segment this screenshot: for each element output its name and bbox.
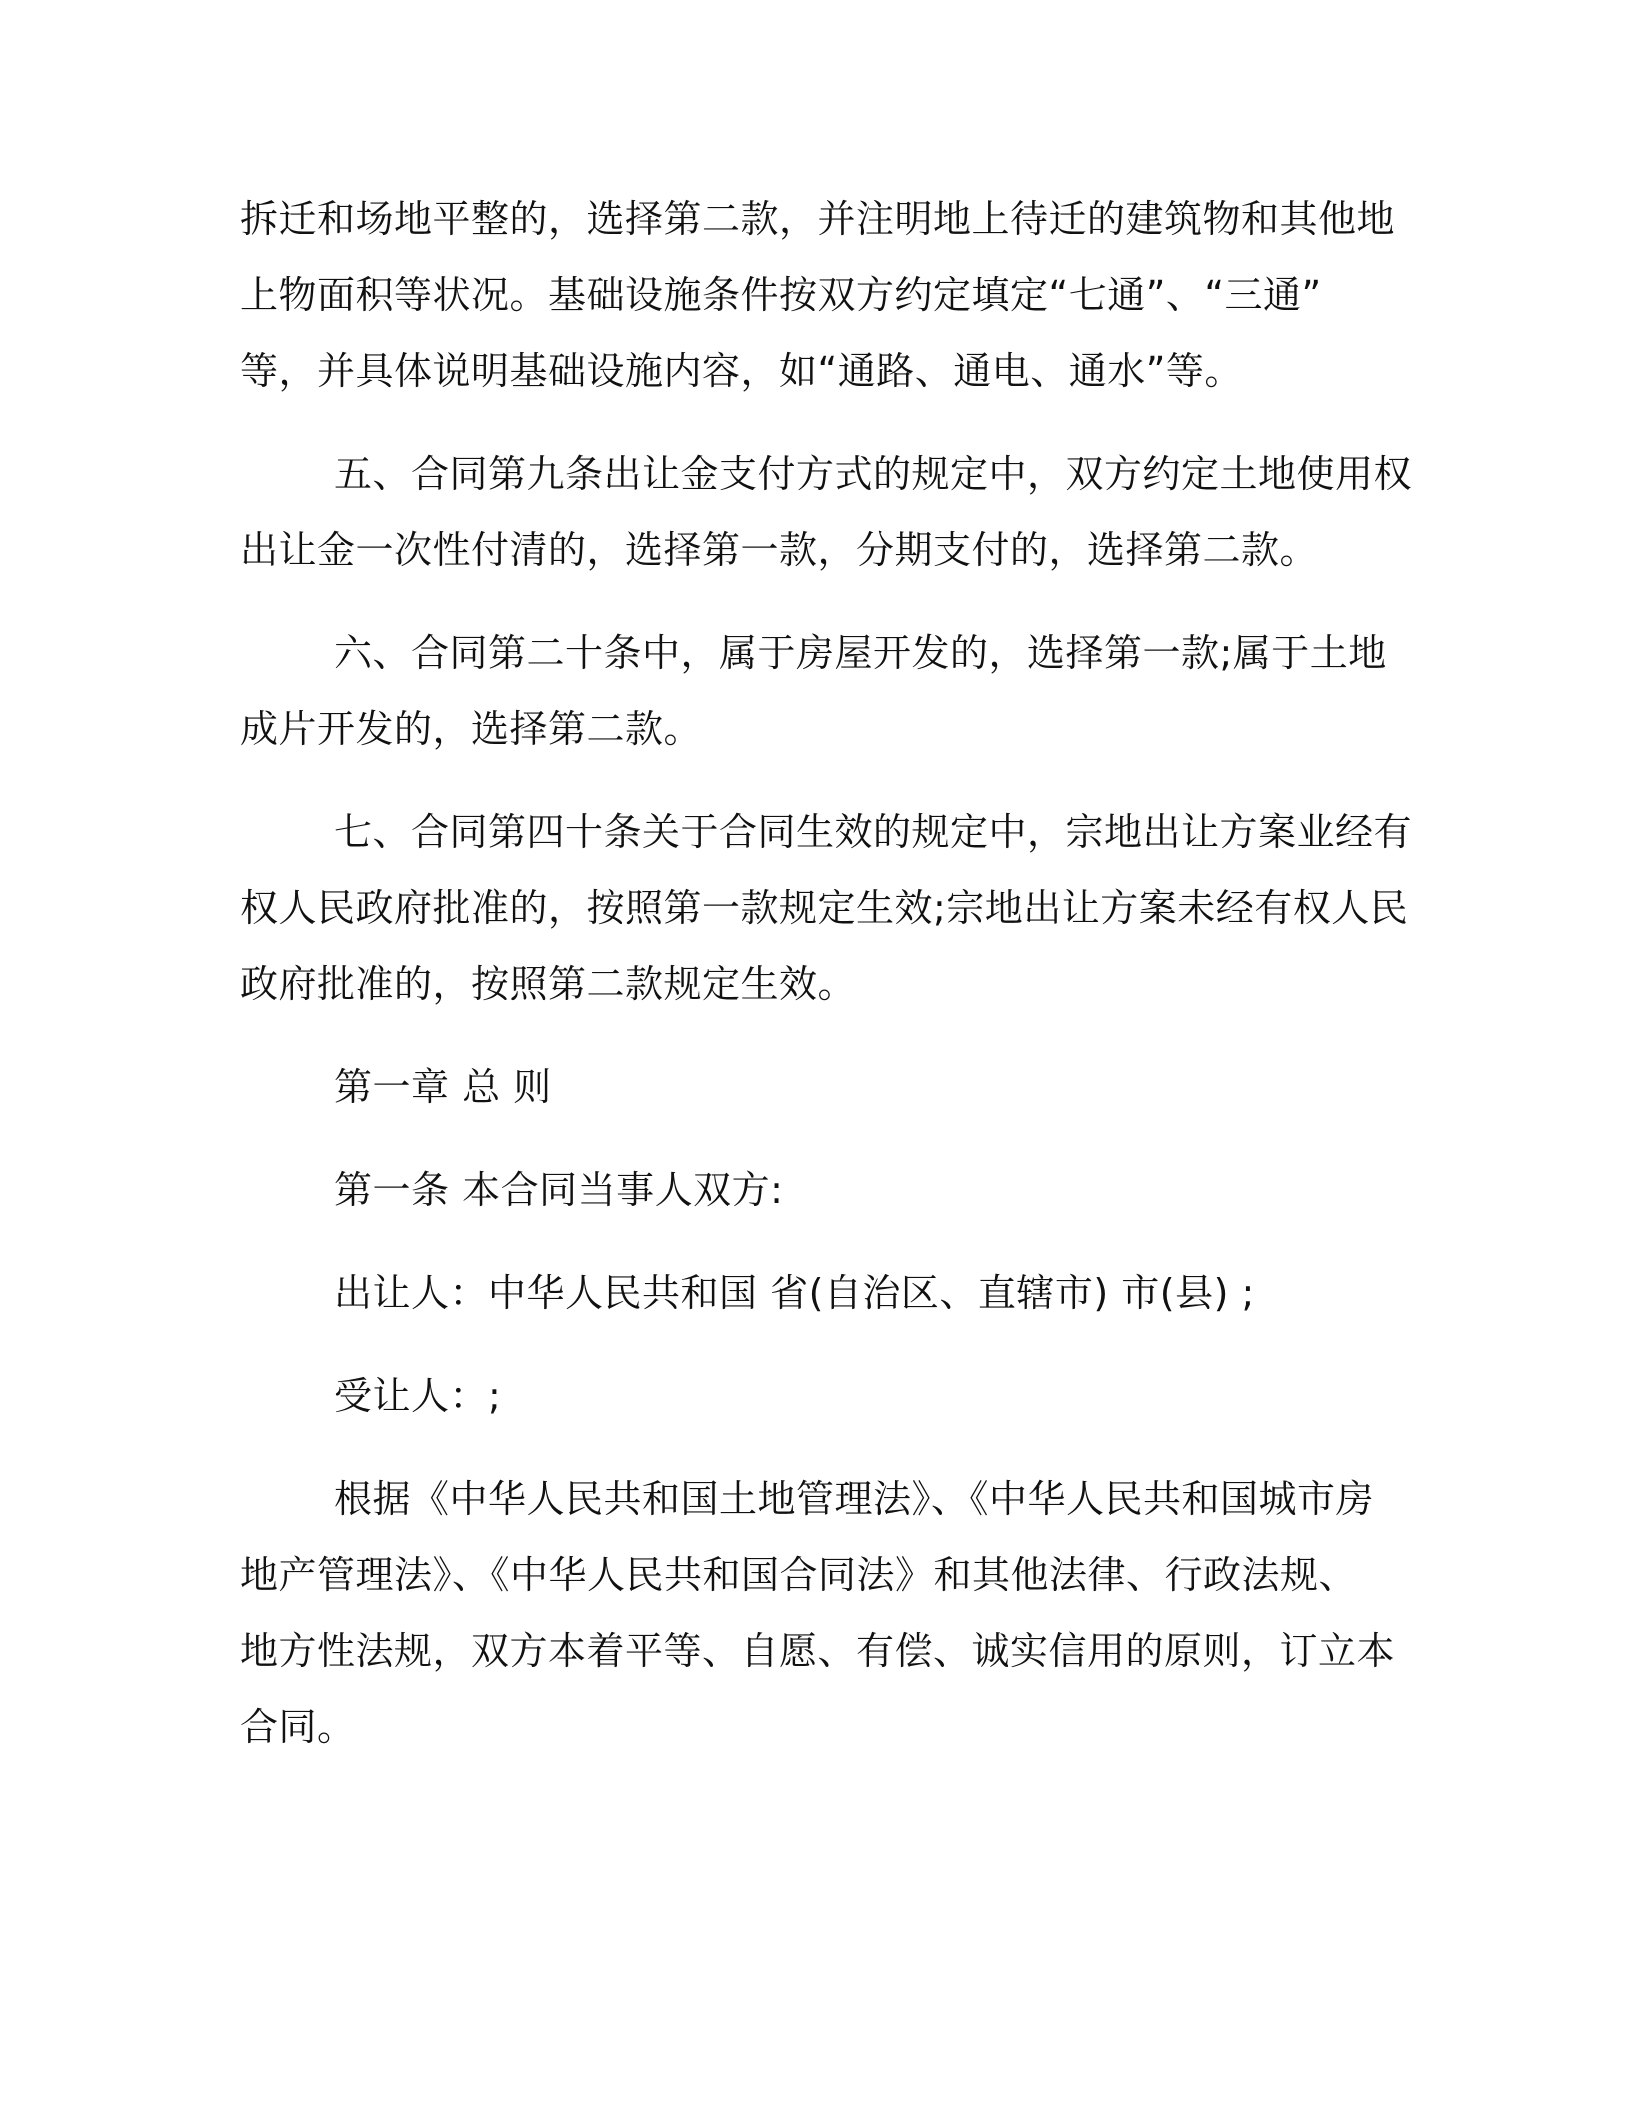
paragraph-5-line-1: 五、合同第九条出让金支付方式的规定中，双方约定土地使用权 [334, 452, 1413, 496]
paragraph-7-line-1: 七、合同第四十条关于合同生效的规定中，宗地出让方案业经有 [334, 810, 1413, 854]
paragraph-6-line-1: 六、合同第二十条中，属于房屋开发的，选择第一款;属于土地 [334, 631, 1387, 675]
paragraph-4-line-3: 等，并具体说明基础设施内容，如“通路、通电、通水”等。 [240, 349, 1243, 393]
basis-paragraph-line-1: 根据《中华人民共和国土地管理法》、《中华人民共和国城市房 [334, 1477, 1375, 1521]
paragraph-7-line-2: 权人民政府批准的，按照第一款规定生效;宗地出让方案未经有权人民 [240, 886, 1409, 930]
paragraph-7-line-3: 政府批准的，按照第二款规定生效。 [240, 962, 857, 1006]
paragraph-4-line-1: 拆迁和场地平整的，选择第二款，并注明地上待迁的建筑物和其他地 [240, 197, 1396, 241]
transferor-line: 出让人：中华人民共和国 省(自治区、直辖市) 市(县) ; [334, 1271, 1255, 1315]
transferee-line: 受让人：; [334, 1374, 502, 1418]
paragraph-4-line-2: 上物面积等状况。基础设施条件按双方约定填定“七通”、“三通” [240, 273, 1322, 317]
article-1-heading: 第一条 本合同当事人双方: [334, 1168, 784, 1212]
basis-paragraph-line-3: 地方性法规，双方本着平等、自愿、有偿、诚实信用的原则，订立本 [240, 1629, 1396, 1673]
chapter-heading: 第一章 总 则 [334, 1065, 552, 1109]
paragraph-5-line-2: 出让金一次性付清的，选择第一款，分期支付的，选择第二款。 [240, 528, 1319, 572]
basis-paragraph-line-2: 地产管理法》、《中华人民共和国合同法》和其他法律、行政法规、 [240, 1553, 1358, 1597]
paragraph-6-line-2: 成片开发的，选择第二款。 [240, 707, 703, 751]
basis-paragraph-line-4: 合同。 [240, 1705, 356, 1749]
